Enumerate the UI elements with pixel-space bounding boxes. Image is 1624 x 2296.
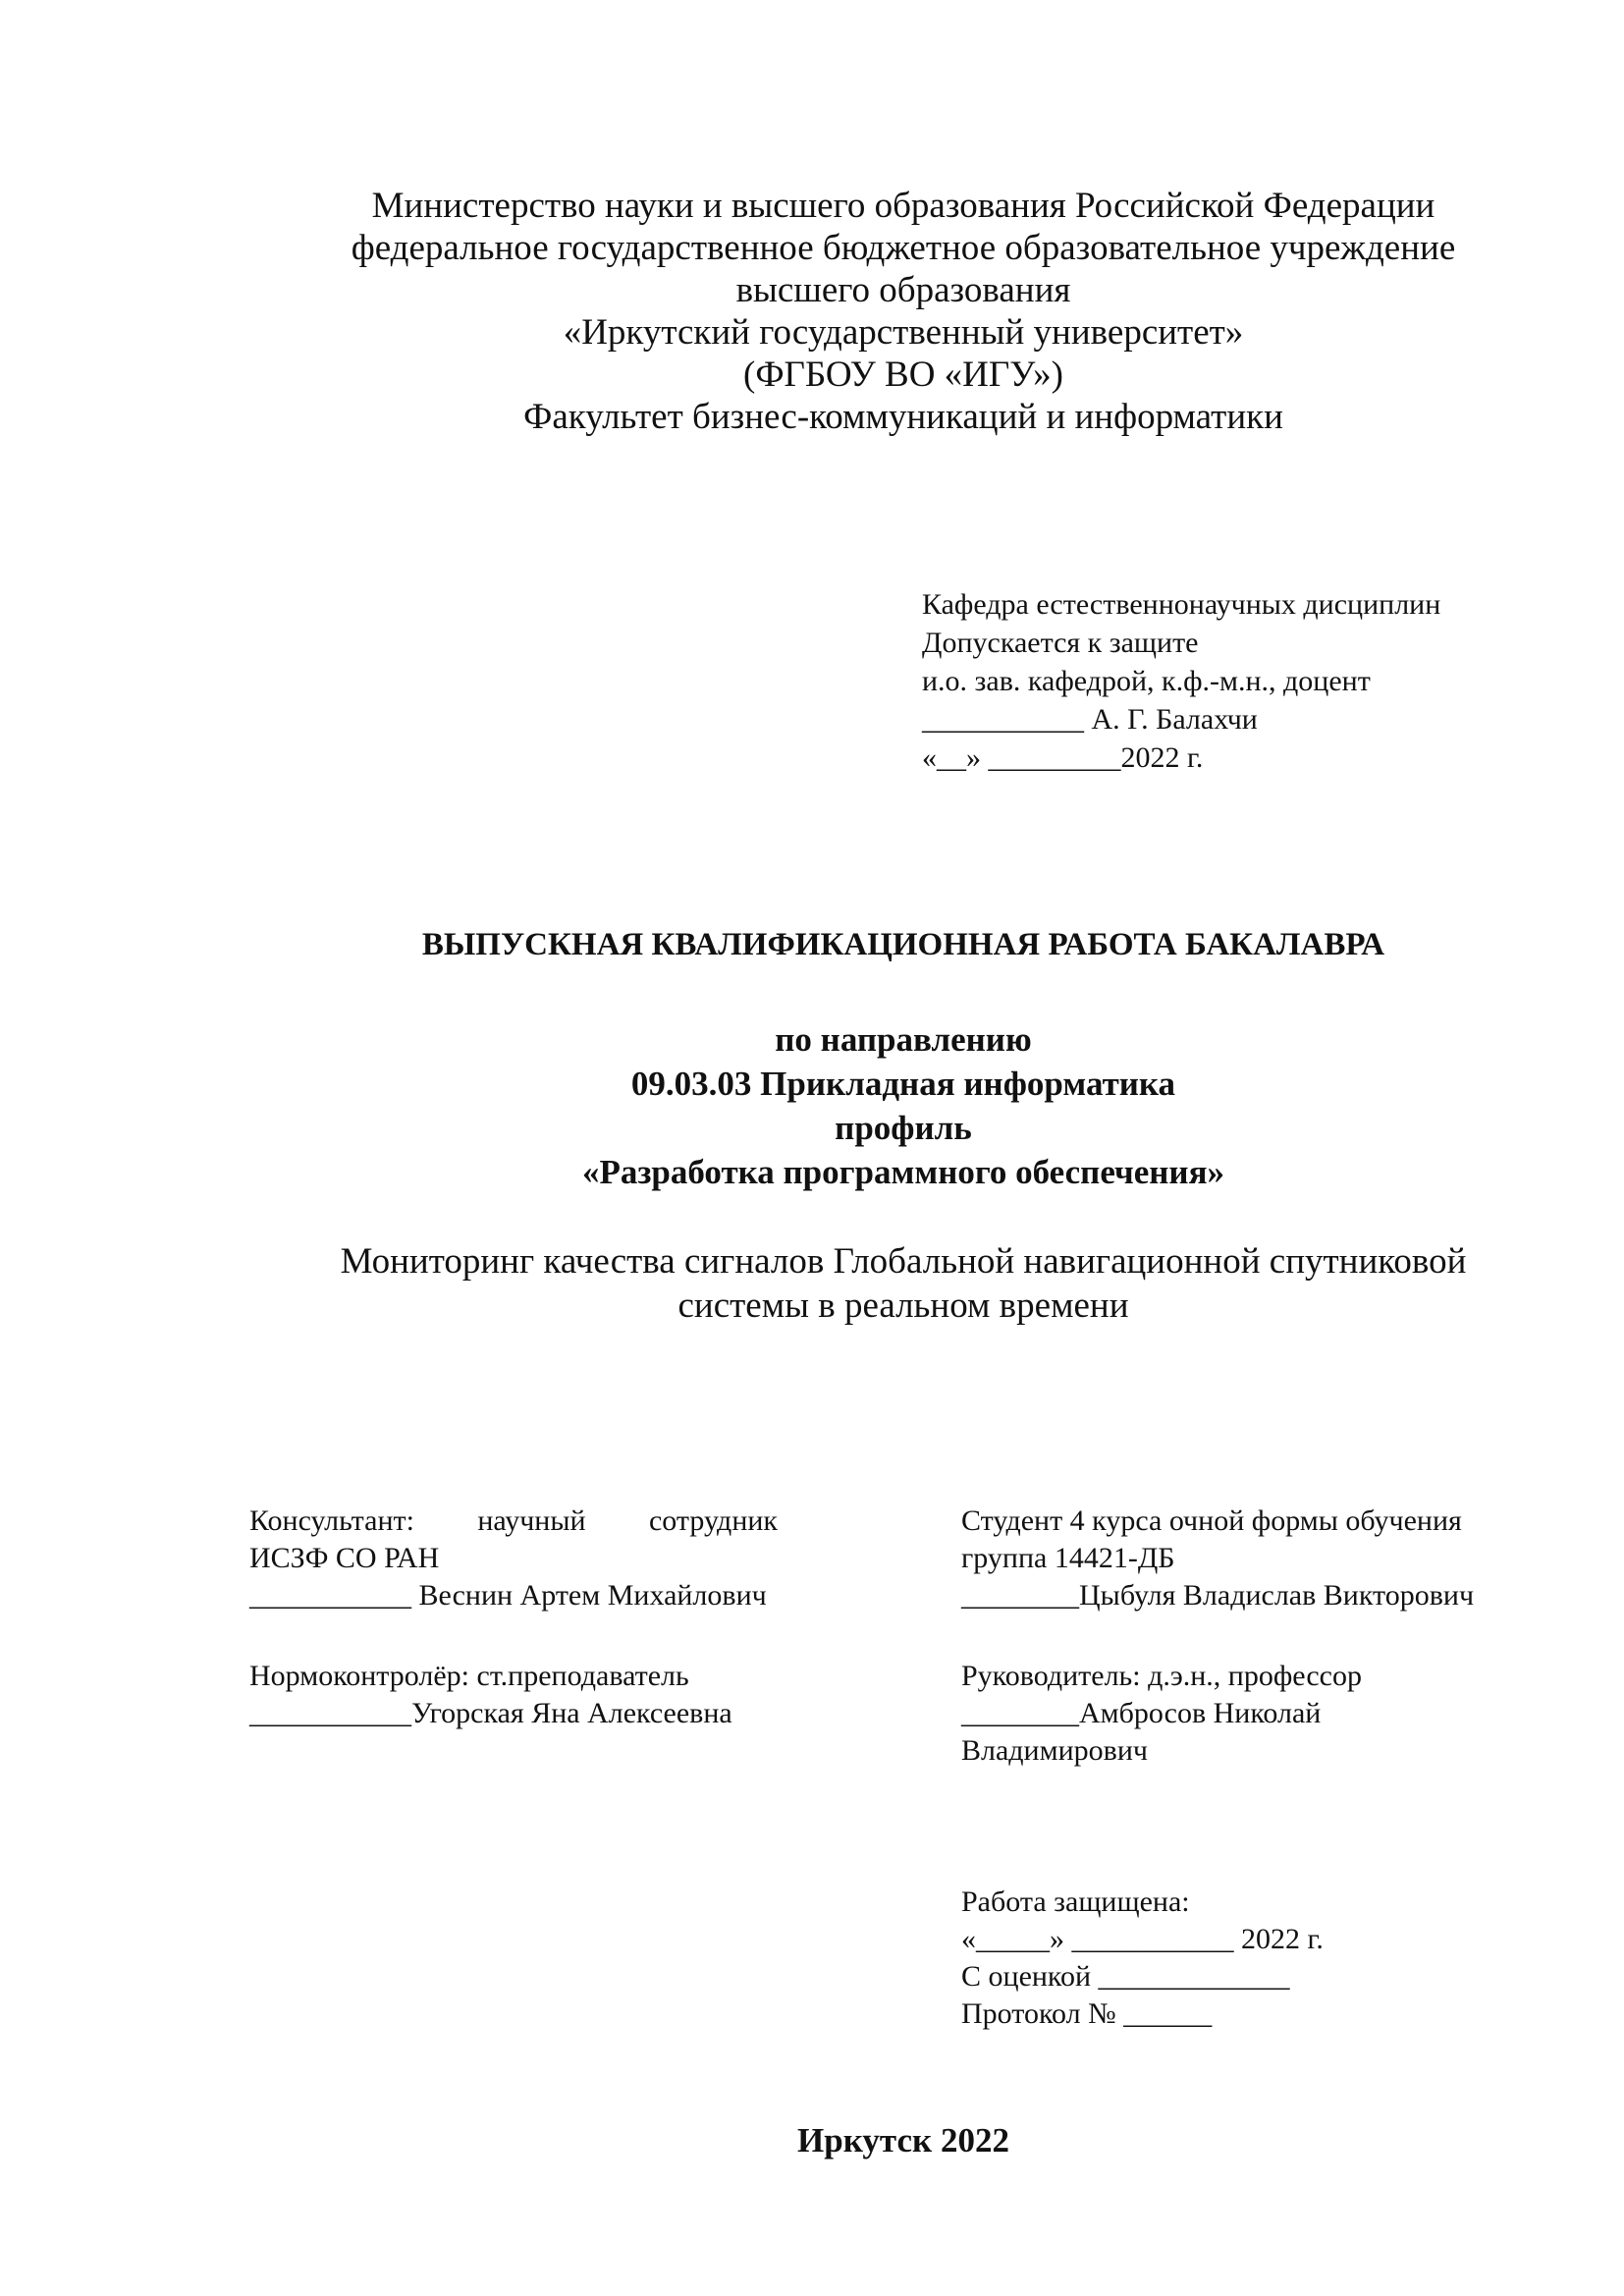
department-line: Допускается к защите: [922, 627, 1199, 659]
header-line: Факультет бизнес-коммуникаций и информатики: [523, 397, 1283, 437]
direction-line: 09.03.03 Прикладная информатика: [630, 1065, 1176, 1103]
normocontrol-role: Нормоконтролёр: ст.преподаватель: [249, 1660, 689, 1692]
defense-line: Работа защищена:: [961, 1886, 1190, 1918]
department-line: и.о. зав. кафедрой, к.ф.-м.н., доцент: [922, 665, 1371, 697]
topic-line: системы в реальном времени: [677, 1285, 1129, 1326]
city-year-footer: Иркутск 2022: [797, 2121, 1009, 2159]
header-line: Министерство науки и высшего образования Российской Федерации: [371, 186, 1435, 226]
consultant-signature: ___________ Веснин Артем Михайлович: [249, 1579, 767, 1612]
student-signature-block: [961, 1503, 1590, 1614]
direction-line: профиль: [835, 1109, 972, 1147]
consultant-role-word: Консультант:: [249, 1504, 414, 1537]
header-line: «Иркутский государственный университет»: [563, 312, 1244, 353]
student-line: Студент 4 курса очной формы обучения: [961, 1504, 1462, 1537]
header-line: федеральное государственное бюджетное образовательное учреждение: [351, 228, 1456, 268]
supervisor-signature-block: [961, 1658, 1590, 1770]
thesis-topic: [245, 1239, 1561, 1328]
defense-record-block: [961, 1884, 1590, 2033]
department-line: Кафедра естественнонаучных дисциплин: [922, 588, 1441, 621]
consultant-org: ИСЗФ СО РАН: [249, 1542, 440, 1574]
defense-line: Протокол № ______: [961, 1997, 1213, 2030]
direction-line: «Разработка программного обеспечения»: [581, 1153, 1225, 1191]
topic-line: Мониторинг качества сигналов Глобальной навигационной спутниковой: [340, 1241, 1467, 1282]
supervisor-line: Руководитель: д.э.н., профессор: [961, 1660, 1362, 1692]
normocontrol-signature: ___________Угорская Яна Алексеевна: [249, 1697, 732, 1729]
header-line: высшего образования: [735, 270, 1071, 310]
defense-line: «_____» ___________ 2022 г.: [961, 1923, 1324, 1955]
department-line: ___________ А. Г. Балахчи: [922, 703, 1258, 736]
defense-line: С оценкой _____________: [961, 1960, 1290, 1993]
department-line: «__» _________2022 г.: [922, 741, 1204, 774]
student-line: ________Цыбуля Владислав Викторович: [961, 1579, 1475, 1612]
consultant-role-word: научный: [477, 1504, 586, 1537]
student-line: группа 14421-ДБ: [961, 1542, 1175, 1574]
header-line: (ФГБОУ ВО «ИГУ»): [743, 355, 1063, 395]
normocontrol-signature-block: [249, 1658, 839, 1732]
supervisor-line: Владимирович: [961, 1734, 1148, 1767]
study-direction: [245, 1017, 1561, 1194]
consultant-role-word: сотрудник: [648, 1504, 778, 1537]
ministry-header: [245, 185, 1561, 438]
direction-line: по направлению: [775, 1020, 1032, 1059]
document-title: ВЫПУСКНАЯ КВАЛИФИКАЦИОННАЯ РАБОТА БАКАЛАВРА: [421, 927, 1385, 962]
consultant-role: [249, 1503, 778, 1540]
consultant-signature-block: [249, 1503, 829, 1614]
supervisor-line: ________Амбросов Николай: [961, 1697, 1322, 1729]
department-approval: [922, 585, 1570, 777]
